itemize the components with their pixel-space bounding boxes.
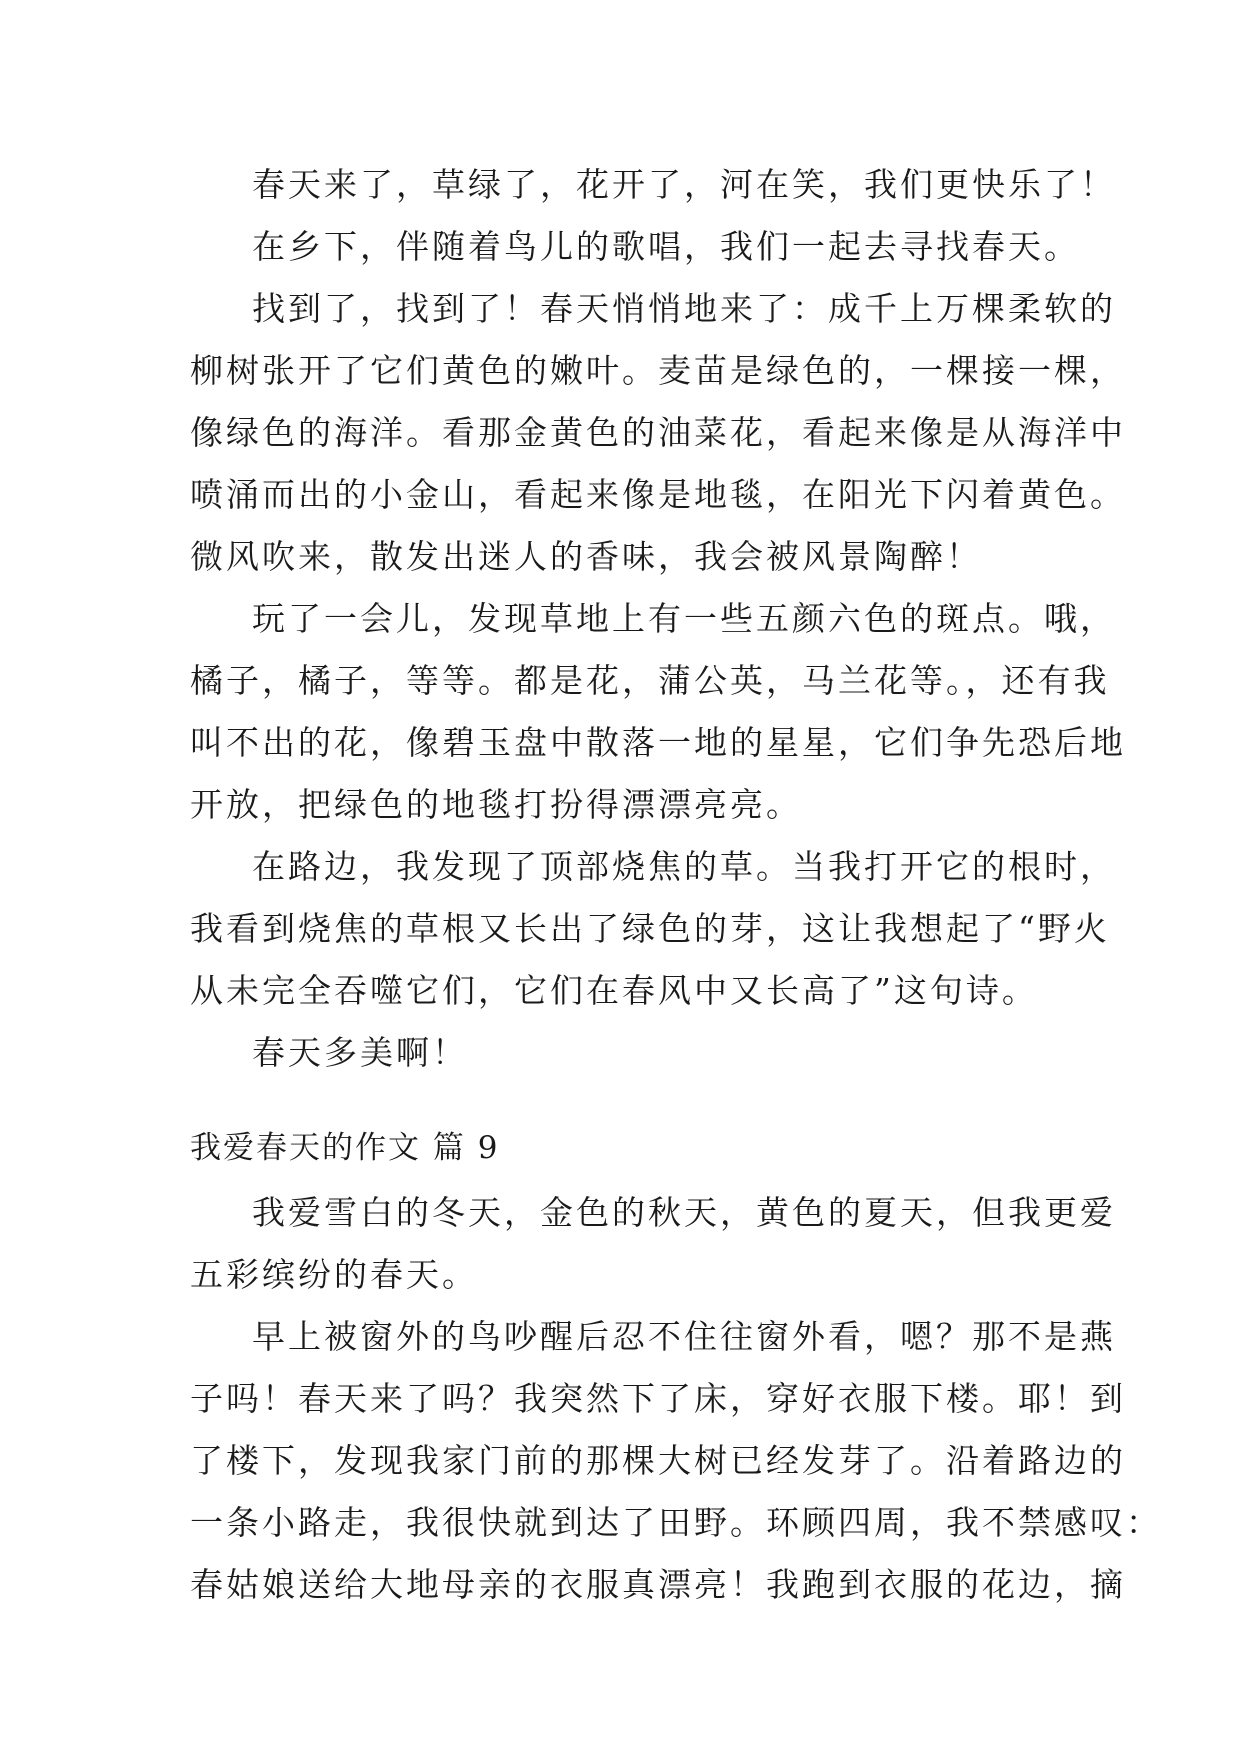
text-line: 在路边，我发现了顶部烧焦的草。当我打开它的根时， bbox=[252, 847, 1116, 886]
text-line: 在乡下，伴随着鸟儿的歌唱，我们一起去寻找春天。 bbox=[252, 227, 1080, 266]
text-line: 我看到烧焦的草根又长出了绿色的芽，这让我想起了“野火 bbox=[190, 909, 1110, 948]
text-line: 微风吹来，散发出迷人的香味，我会被风景陶醉！ bbox=[190, 537, 982, 576]
text-line: 找到了，找到了！春天悄悄地来了：成千上万棵柔软的 bbox=[252, 289, 1116, 328]
text-line: 叫不出的花，像碧玉盘中散落一地的星星，它们争先恐后地 bbox=[190, 723, 1126, 762]
text-line: 像绿色的海洋。看那金黄色的油菜花，看起来像是从海洋中 bbox=[190, 413, 1126, 452]
text-line: 春姑娘送给大地母亲的衣服真漂亮！我跑到衣服的花边，摘 bbox=[190, 1565, 1126, 1604]
text-line: 了楼下，发现我家门前的那棵大树已经发芽了。沿着路边的 bbox=[190, 1441, 1126, 1480]
text-line: 橘子，橘子，等等。都是花，蒲公英，马兰花等。，还有我 bbox=[190, 661, 1110, 700]
section-title: 我爱春天的作文 篇 9 bbox=[190, 1130, 500, 1166]
text-line: 玩了一会儿，发现草地上有一些五颜六色的斑点。哦， bbox=[252, 599, 1116, 638]
text-line: 五彩缤纷的春天。 bbox=[190, 1255, 478, 1294]
text-line: 子吗！春天来了吗？我突然下了床，穿好衣服下楼。耶！到 bbox=[190, 1379, 1126, 1418]
text-line: 柳树张开了它们黄色的嫩叶。麦苗是绿色的，一棵接一棵， bbox=[190, 351, 1126, 390]
text-line: 春天来了，草绿了，花开了，河在笑，我们更快乐了！ bbox=[252, 165, 1116, 204]
text-line: 喷涌而出的小金山，看起来像是地毯，在阳光下闪着黄色。 bbox=[190, 475, 1126, 514]
text-line: 开放，把绿色的地毯打扮得漂漂亮亮。 bbox=[190, 785, 802, 824]
text-line: 一条小路走，我很快就到达了田野。环顾四周，我不禁感叹： bbox=[190, 1503, 1162, 1542]
text-line: 从未完全吞噬它们，它们在春风中又长高了”这句诗。 bbox=[190, 971, 1038, 1010]
text-line: 早上被窗外的鸟吵醒后忍不住往窗外看，嗯？那不是燕 bbox=[252, 1317, 1116, 1356]
text-line: 春天多美啊！ bbox=[252, 1033, 468, 1072]
text-line: 我爱雪白的冬天，金色的秋天，黄色的夏天，但我更爱 bbox=[252, 1193, 1116, 1232]
